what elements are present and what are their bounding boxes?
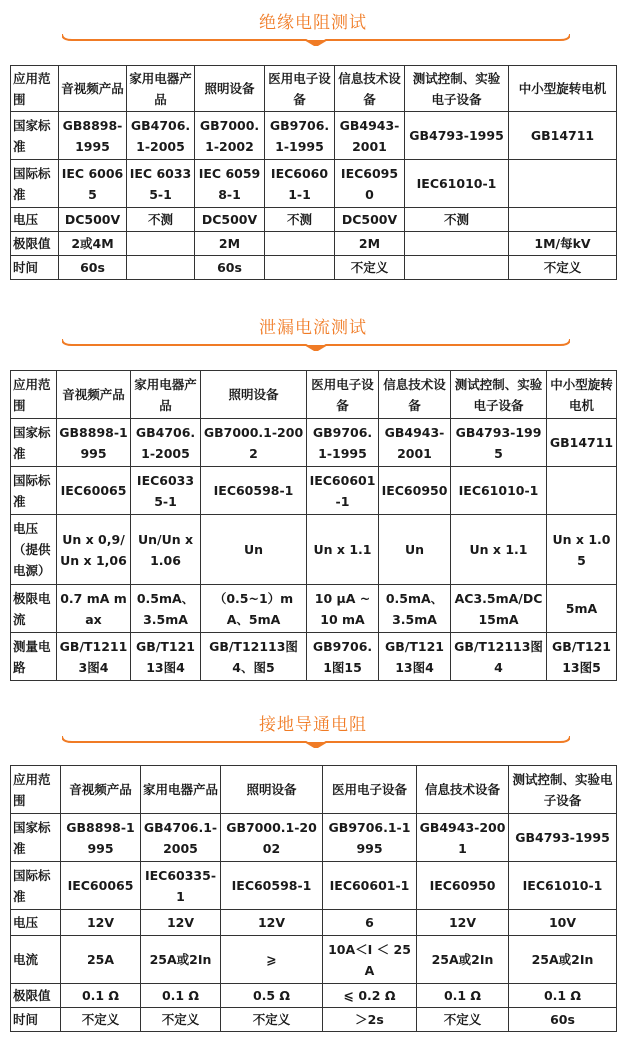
table-cell: GB4706.1-2005 — [127, 112, 195, 160]
table-cell: 不定义 — [509, 256, 617, 280]
table-row — [11, 936, 617, 984]
column-header-cell: 照明设备 — [201, 371, 307, 419]
column-header-cell: 家用电器产品 — [131, 371, 201, 419]
row-label-cell: 极限值 — [11, 232, 59, 256]
column-header-cell: 测试控制、实验电子设备 — [451, 371, 547, 419]
column-header-cell: 音视频产品 — [57, 371, 131, 419]
table-cell: GB/T12113图4 — [57, 633, 131, 681]
table-cell: ＞2s — [323, 1008, 417, 1032]
table-cell: ⩽ 0.2 Ω — [323, 984, 417, 1008]
table-cell: 0.1 Ω — [509, 984, 617, 1008]
column-header-cell: 家用电器产品 — [127, 66, 195, 112]
table-cell — [509, 208, 617, 232]
table-cell: GB8898-1995 — [61, 814, 141, 862]
insulation-table — [10, 65, 617, 280]
table-row — [11, 1008, 617, 1032]
table-cell: IEC61010-1 — [451, 467, 547, 515]
table-cell: IEC60335-1 — [141, 862, 221, 910]
row-label-cell: 应用范围 — [11, 371, 57, 419]
section-insulation-resistance — [0, 0, 626, 275]
table-cell: 2或4M — [59, 232, 127, 256]
table-cell: IEC60598-1 — [221, 862, 323, 910]
table-body — [11, 766, 617, 1032]
row-label-cell: 测量电路 — [11, 633, 57, 681]
table-cell: 12V — [417, 910, 509, 936]
row-label-cell: 电流 — [11, 936, 61, 984]
section-title: 绝缘电阻测试 — [259, 13, 367, 33]
column-header-cell: 中小型旋转电机 — [509, 66, 617, 112]
table-cell: 不定义 — [335, 256, 405, 280]
table-row — [11, 862, 617, 910]
row-label-cell: 电压（提供电源） — [11, 515, 57, 585]
row-label-cell: 国际标准 — [11, 862, 61, 910]
table-cell: 25A — [61, 936, 141, 984]
row-label-cell: 国际标准 — [11, 467, 57, 515]
table-cell: GB/T12113图4 — [451, 633, 547, 681]
column-header-cell: 家用电器产品 — [141, 766, 221, 814]
table-cell: IEC 60598-1 — [195, 160, 265, 208]
header-row — [11, 766, 617, 814]
table-cell: GB9706.1图15 — [307, 633, 379, 681]
table-cell — [127, 256, 195, 280]
table-cell: 不测 — [127, 208, 195, 232]
row-label-cell: 时间 — [11, 256, 59, 280]
table-row — [11, 467, 617, 515]
row-label-cell: 时间 — [11, 1008, 61, 1032]
table-cell — [265, 232, 335, 256]
table-cell: 不定义 — [221, 1008, 323, 1032]
row-label-cell: 电压 — [11, 910, 61, 936]
table-cell: GB7000.1-2002 — [221, 814, 323, 862]
column-header-cell: 测试控制、实验电子设备 — [405, 66, 509, 112]
table-cell: 0.1 Ω — [141, 984, 221, 1008]
table-cell: Un — [201, 515, 307, 585]
column-header-cell: 音视频产品 — [61, 766, 141, 814]
table-cell: 60s — [59, 256, 127, 280]
table-cell: 0.1 Ω — [61, 984, 141, 1008]
table-row — [11, 585, 617, 633]
table-cell: DC500V — [59, 208, 127, 232]
row-label-cell: 极限值 — [11, 984, 61, 1008]
table-cell: Un x 1.1 — [307, 515, 379, 585]
table-cell: IEC60950 — [335, 160, 405, 208]
ground-bond-table — [10, 765, 617, 1032]
title-underline — [62, 34, 570, 46]
table-cell: IEC61010-1 — [509, 862, 617, 910]
table-cell: 60s — [509, 1008, 617, 1032]
table-body — [11, 371, 617, 681]
table-cell: GB/T12113图4 — [379, 633, 451, 681]
table-row — [11, 160, 617, 208]
row-label-cell: 国家标准 — [11, 112, 59, 160]
section-title: 泄漏电流测试 — [259, 318, 367, 338]
table-cell: 0.5 Ω — [221, 984, 323, 1008]
table-cell: AC3.5mA/DC15mA — [451, 585, 547, 633]
table-cell: 0.5mA、3.5mA — [131, 585, 201, 633]
table-cell: GB7000.1-2002 — [195, 112, 265, 160]
table-cell: GB4793-1995 — [405, 112, 509, 160]
table-cell: DC500V — [335, 208, 405, 232]
row-label-cell: 电压 — [11, 208, 59, 232]
table-cell: IEC 60065 — [59, 160, 127, 208]
table-cell: 10 μA ~ 10 mA — [307, 585, 379, 633]
table-cell: IEC 60335-1 — [127, 160, 195, 208]
table-body — [11, 66, 617, 280]
section-leakage-current — [0, 305, 626, 675]
table-cell: IEC60598-1 — [201, 467, 307, 515]
title-underline — [62, 736, 570, 748]
column-header-cell: 音视频产品 — [59, 66, 127, 112]
section-title-wrap — [0, 702, 626, 750]
table-cell: 0.5mA、3.5mA — [379, 585, 451, 633]
table-row — [11, 112, 617, 160]
table-cell: 6 — [323, 910, 417, 936]
table-cell: IEC61010-1 — [405, 160, 509, 208]
table-cell: IEC60950 — [417, 862, 509, 910]
table-cell: 5mA — [547, 585, 617, 633]
table-cell: DC500V — [195, 208, 265, 232]
table-cell: 0.7 mA max — [57, 585, 131, 633]
table-cell: GB7000.1-2002 — [201, 419, 307, 467]
table-cell — [547, 467, 617, 515]
table-cell: 0.1 Ω — [417, 984, 509, 1008]
table-cell — [509, 160, 617, 208]
table-cell: GB4943-2001 — [335, 112, 405, 160]
row-label-cell: 国际标准 — [11, 160, 59, 208]
table-cell: GB4793-1995 — [509, 814, 617, 862]
table-cell: Un — [379, 515, 451, 585]
section-ground-bond-resistance — [0, 702, 626, 1027]
section-title-wrap — [0, 0, 626, 48]
table-row — [11, 910, 617, 936]
title-underline — [62, 339, 570, 351]
column-header-cell: 中小型旋转电机 — [547, 371, 617, 419]
table-row — [11, 633, 617, 681]
table-cell: 不测 — [405, 208, 509, 232]
header-row — [11, 371, 617, 419]
table-cell: 60s — [195, 256, 265, 280]
table-cell: GB/T12113图4 — [131, 633, 201, 681]
table-cell: 不测 — [265, 208, 335, 232]
table-cell: GB9706.1-1995 — [323, 814, 417, 862]
table-cell: GB4943-2001 — [379, 419, 451, 467]
table-cell: 12V — [141, 910, 221, 936]
table-cell: IEC60601-1 — [265, 160, 335, 208]
table-cell: GB4706.1-2005 — [141, 814, 221, 862]
table-row — [11, 814, 617, 862]
table-cell: GB8898-1995 — [57, 419, 131, 467]
column-header-cell: 照明设备 — [221, 766, 323, 814]
row-label-cell: 国家标准 — [11, 419, 57, 467]
table-row — [11, 232, 617, 256]
table-row — [11, 984, 617, 1008]
table-cell: Un/Un x 1.06 — [131, 515, 201, 585]
table-cell — [265, 256, 335, 280]
table-cell: GB4943-2001 — [417, 814, 509, 862]
row-label-cell: 应用范围 — [11, 66, 59, 112]
table-cell: IEC60335-1 — [131, 467, 201, 515]
row-label-cell: 国家标准 — [11, 814, 61, 862]
column-header-cell: 医用电子设备 — [307, 371, 379, 419]
table-cell: 不定义 — [61, 1008, 141, 1032]
table-cell: IEC60601-1 — [323, 862, 417, 910]
table-cell: 25A或2In — [141, 936, 221, 984]
table-cell: 2M — [335, 232, 405, 256]
table-cell: 1M/每kV — [509, 232, 617, 256]
table-cell: 12V — [221, 910, 323, 936]
column-header-cell: 信息技术设备 — [417, 766, 509, 814]
table-cell: 25A或2In — [509, 936, 617, 984]
table-cell: 10A＜I ＜ 25A — [323, 936, 417, 984]
column-header-cell: 测试控制、实验电子设备 — [509, 766, 617, 814]
table-cell: GB9706.1-1995 — [265, 112, 335, 160]
table-cell: 不定义 — [141, 1008, 221, 1032]
table-cell: 不定义 — [417, 1008, 509, 1032]
section-title-wrap — [0, 305, 626, 353]
table-cell — [127, 232, 195, 256]
table-row — [11, 256, 617, 280]
table-cell: 12V — [61, 910, 141, 936]
column-header-cell: 医用电子设备 — [265, 66, 335, 112]
table-cell: GB14711 — [509, 112, 617, 160]
section-title: 接地导通电阻 — [259, 715, 367, 735]
table-cell: IEC60601-1 — [307, 467, 379, 515]
column-header-cell: 照明设备 — [195, 66, 265, 112]
table-cell: IEC60065 — [57, 467, 131, 515]
table-cell: GB/T12113图5 — [547, 633, 617, 681]
table-cell: 10V — [509, 910, 617, 936]
table-cell: GB4793-1995 — [451, 419, 547, 467]
table-cell — [405, 256, 509, 280]
table-row — [11, 208, 617, 232]
table-cell: Un x 1.05 — [547, 515, 617, 585]
table-row — [11, 419, 617, 467]
table-cell: GB4706.1-2005 — [131, 419, 201, 467]
column-header-cell: 医用电子设备 — [323, 766, 417, 814]
table-row — [11, 515, 617, 585]
table-cell: Un x 0,9/ Un x 1,06 — [57, 515, 131, 585]
table-cell: GB/T12113图4、图5 — [201, 633, 307, 681]
row-label-cell: 应用范围 — [11, 766, 61, 814]
leakage-table — [10, 370, 617, 681]
table-cell: 2M — [195, 232, 265, 256]
table-cell: （0.5~1）mA、5mA — [201, 585, 307, 633]
column-header-cell: 信息技术设备 — [335, 66, 405, 112]
table-cell: GB14711 — [547, 419, 617, 467]
table-cell: IEC60950 — [379, 467, 451, 515]
row-label-cell: 极限电流 — [11, 585, 57, 633]
table-cell: 25A或2In — [417, 936, 509, 984]
column-header-cell: 信息技术设备 — [379, 371, 451, 419]
table-cell: ⩾ — [221, 936, 323, 984]
table-cell — [405, 232, 509, 256]
table-cell: IEC60065 — [61, 862, 141, 910]
header-row — [11, 66, 617, 112]
table-cell: GB8898-1995 — [59, 112, 127, 160]
table-cell: GB9706.1-1995 — [307, 419, 379, 467]
table-cell: Un x 1.1 — [451, 515, 547, 585]
